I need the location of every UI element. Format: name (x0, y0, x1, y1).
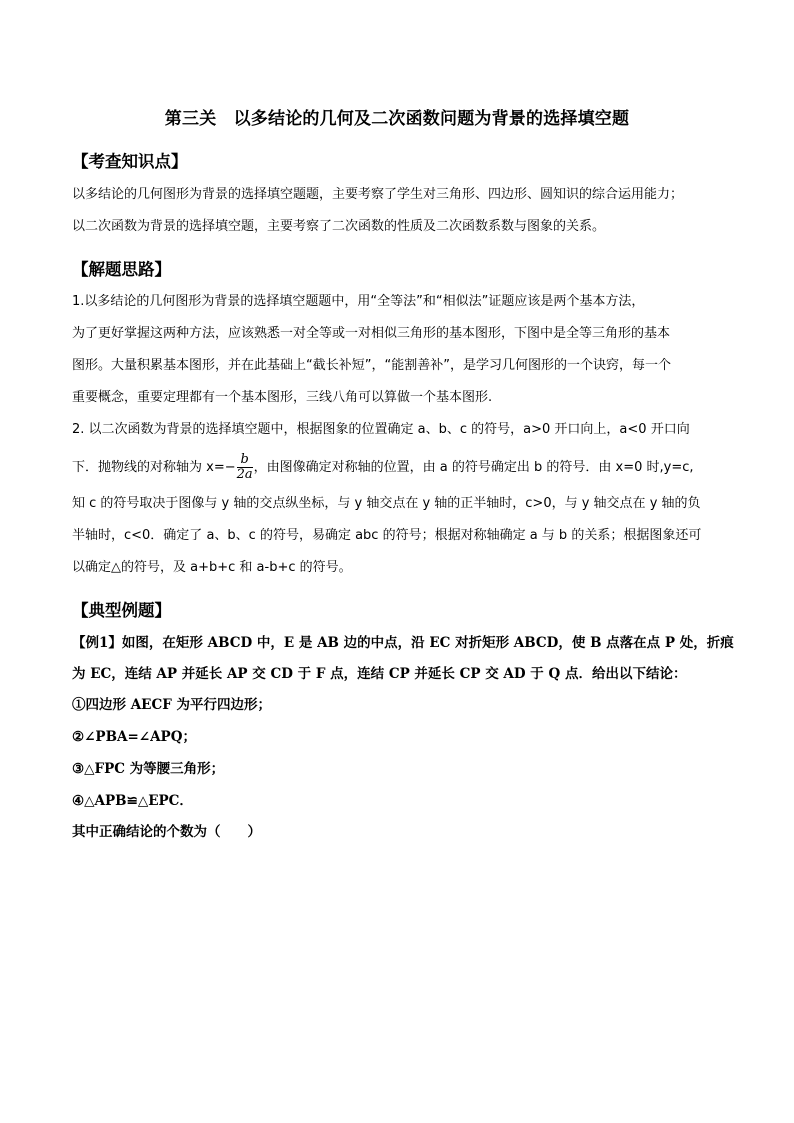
approach-heading: 【解题思路】 (72, 260, 171, 279)
formula-suffix: ，由图像确定对称轴的位置，由 a 的符号确定出 b 的符号．由 x=0 时,y=c, (253, 460, 694, 475)
knowledge-heading: 【考查知识点】 (72, 152, 188, 171)
knowledge-line: 以多结论的几何图形为背景的选择填空题题，主要考察了学生对三角形、四边形、圆知识的综合运用能力； (72, 187, 684, 202)
fraction-denominator: 2a (236, 467, 253, 482)
conclusion-item: ③△FPC 为等腰三角形； (72, 761, 225, 777)
conclusion-item: ②∠PBA=∠APQ； (72, 729, 196, 745)
conclusion-item: ④△APB≌△EPC． (72, 793, 193, 809)
axis-of-symmetry-fraction (237, 453, 253, 482)
approach-line: 1.以多结论的几何图形为背景的选择填空题题中，用“全等法”和“相似法”证题应该是两个基本方法， (72, 294, 645, 309)
fraction-numerator: b (237, 453, 253, 468)
examples-heading: 【典型例题】 (72, 601, 171, 620)
approach-line: 半轴时，c<0．确定了 a、b、c 的符号，易确定 abc 的符号；根据对称轴确定 a 与 b 的关系；根据图象还可 (72, 528, 702, 543)
example-line: 【例1】如图，在矩形 ABCD 中，E 是 AB 边的中点，沿 EC 对折矩形 ABCD，使 B 点落在点 P 处，折痕 (72, 635, 734, 651)
approach-line: 2. 以二次函数为背景的选择填空题中，根据图象的位置确定 a、b、c 的符号，a>0 开口向上，a<0 开口向 (72, 422, 690, 437)
approach-line: 知 c 的符号取决于图像与 y 轴的交点纵坐标，与 y 轴交点在 y 轴的正半轴时，c>0，与 y 轴交点在 y 轴的负 (72, 496, 701, 511)
example-line: 为 EC，连结 AP 并延长 AP 交 CD 于 F 点，连结 CP 并延长 CP 交 AD 于 Q 点．给出以下结论： (72, 666, 687, 682)
approach-line: 以确定△的符号，及 a+b+c 和 a-b+c 的符号。 (72, 560, 352, 575)
approach-line: 为了更好掌握这两种方法，应该熟悉一对全等或一对相似三角形的基本图形，下图中是全等三角形的基本 (72, 326, 671, 341)
question-prompt: 其中正确结论的个数为（ ） (72, 824, 261, 840)
formula-prefix: 下．抛物线的对称轴为 x=− (72, 460, 236, 475)
approach-formula-line (72, 453, 734, 483)
knowledge-line: 以二次函数为背景的选择填空题，主要考察了二次函数的性质及二次函数系数与图象的关系。 (72, 219, 606, 234)
page-title: 第三关 以多结论的几何及二次函数问题为背景的选择填空题 (164, 109, 630, 129)
approach-line: 重要概念，重要定理都有一个基本图形，三线八角可以算做一个基本图形. (72, 390, 493, 405)
approach-line: 图形。大量积累基本图形，并在此基础上“截长补短”，“能割善补”，是学习几何图形的一个诀窍，每一个 (72, 358, 671, 373)
conclusion-item: ①四边形 AECF 为平行四边形； (72, 697, 271, 713)
